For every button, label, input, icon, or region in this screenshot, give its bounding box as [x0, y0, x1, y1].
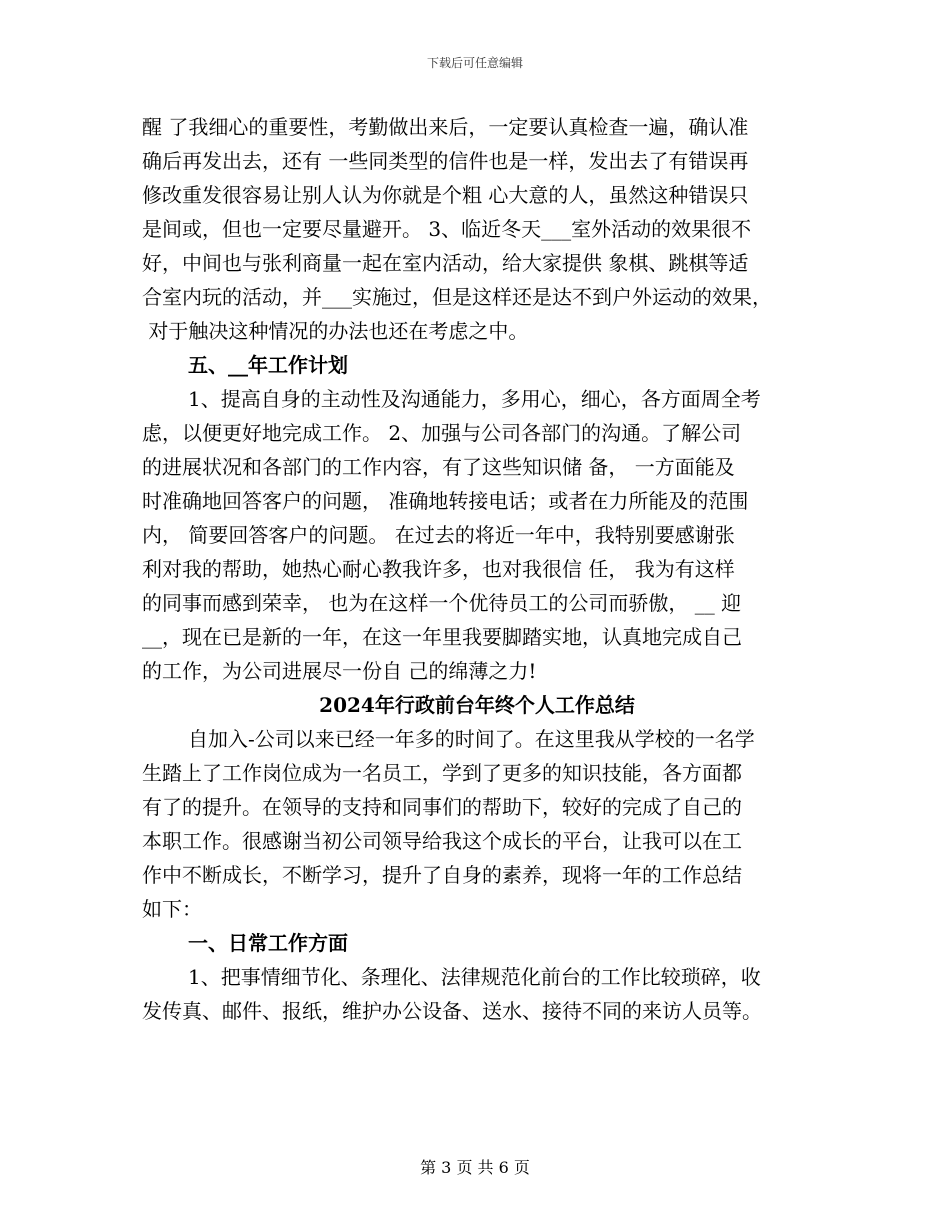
body-line: 1、把事情细节化、条理化、法律规范化前台的工作比较琐碎，收 [188, 965, 761, 989]
body-line: 1、提高自身的主动性及沟通能力，多用心，细心，各方面周全考 [188, 387, 761, 411]
body-line: 作中不断成长，不断学习，提升了自身的素养，现将一年的工作总结 [142, 863, 742, 887]
body-line: 生踏上了工作岗位成为一名员工，学到了更多的知识技能，各方面都 [142, 761, 742, 785]
body-line: 的工作，为公司进展尽一份自 己的绵薄之力! [142, 659, 537, 683]
body-line: 修改重发很容易让别人认为你就是个粗 心大意的人，虽然这种错误只 [142, 183, 749, 207]
body-line: 确后再发出去，还有 一些同类型的信件也是一样，发出去了有错误再 [142, 149, 749, 173]
section-heading: 五、__年工作计划 [188, 353, 348, 377]
body-line: 好，中间也与张利商量一起在室内活动，给大家提供 象棋、跳棋等适 [142, 251, 749, 275]
page-header: 下载后可任意编辑 [426, 56, 523, 70]
body-line: 醒 了我细心的重要性，考勤做出来后，一定要认真检查一遍，确认准 [142, 115, 749, 139]
page-footer: 第 3 页 共 6 页 [420, 1158, 530, 1177]
body-line: 合室内玩的活动，并___实施过，但是这样还是达不到户外运动的效果， [142, 285, 772, 309]
body-line: 的进展状况和各部门的工作内容，有了这些知识储 备， 一方面能及 [142, 455, 735, 479]
body-line: 虑，以便更好地完成工作。 2、加强与公司各部门的沟通。了解公司 [142, 421, 742, 445]
body-line: 是间或，但也一定要尽量避开。 3、临近冬天___室外活动的效果很不 [142, 217, 752, 241]
body-line: 有了的提升。在领导的支持和同事们的帮助下，较好的完成了自己的 [142, 795, 742, 819]
body-line: 利对我的帮助，她热心耐心教我许多，也对我很信 任， 我为有这样 [142, 557, 735, 581]
body-line: 发传真、邮件、报纸，维护办公设备、送水、接待不同的来访人员等。 [142, 999, 762, 1023]
body-line: __，现在已是新的一年，在这一年里我要脚踏实地，认真地完成自己 [142, 625, 742, 649]
body-line: 内， 简要回答客户的问题。 在过去的将近一年中，我特别要感谢张 [142, 523, 735, 547]
body-line: 如下： [142, 897, 202, 921]
body-line: 自加入-公司以来已经一年多的时间了。在这里我从学校的一名学 [188, 727, 755, 751]
body-line: 对于触决这种情况的办法也还在考虑之中。 [142, 319, 529, 343]
body-line: 本职工作。很感谢当初公司领导给我这个成长的平台，让我可以在工 [142, 829, 742, 853]
document-title: 2024年行政前台年终个人工作总结 [319, 693, 635, 717]
section-heading: 一、日常工作方面 [188, 931, 348, 955]
document-body [142, 110, 812, 1028]
body-line: 的同事而感到荣幸， 也为在这样一个优待员工的公司而骄傲， __ 迎 [142, 591, 742, 615]
body-line: 时准确地回答客户的问题， 准确地转接电话；或者在力所能及的范围 [142, 489, 749, 513]
